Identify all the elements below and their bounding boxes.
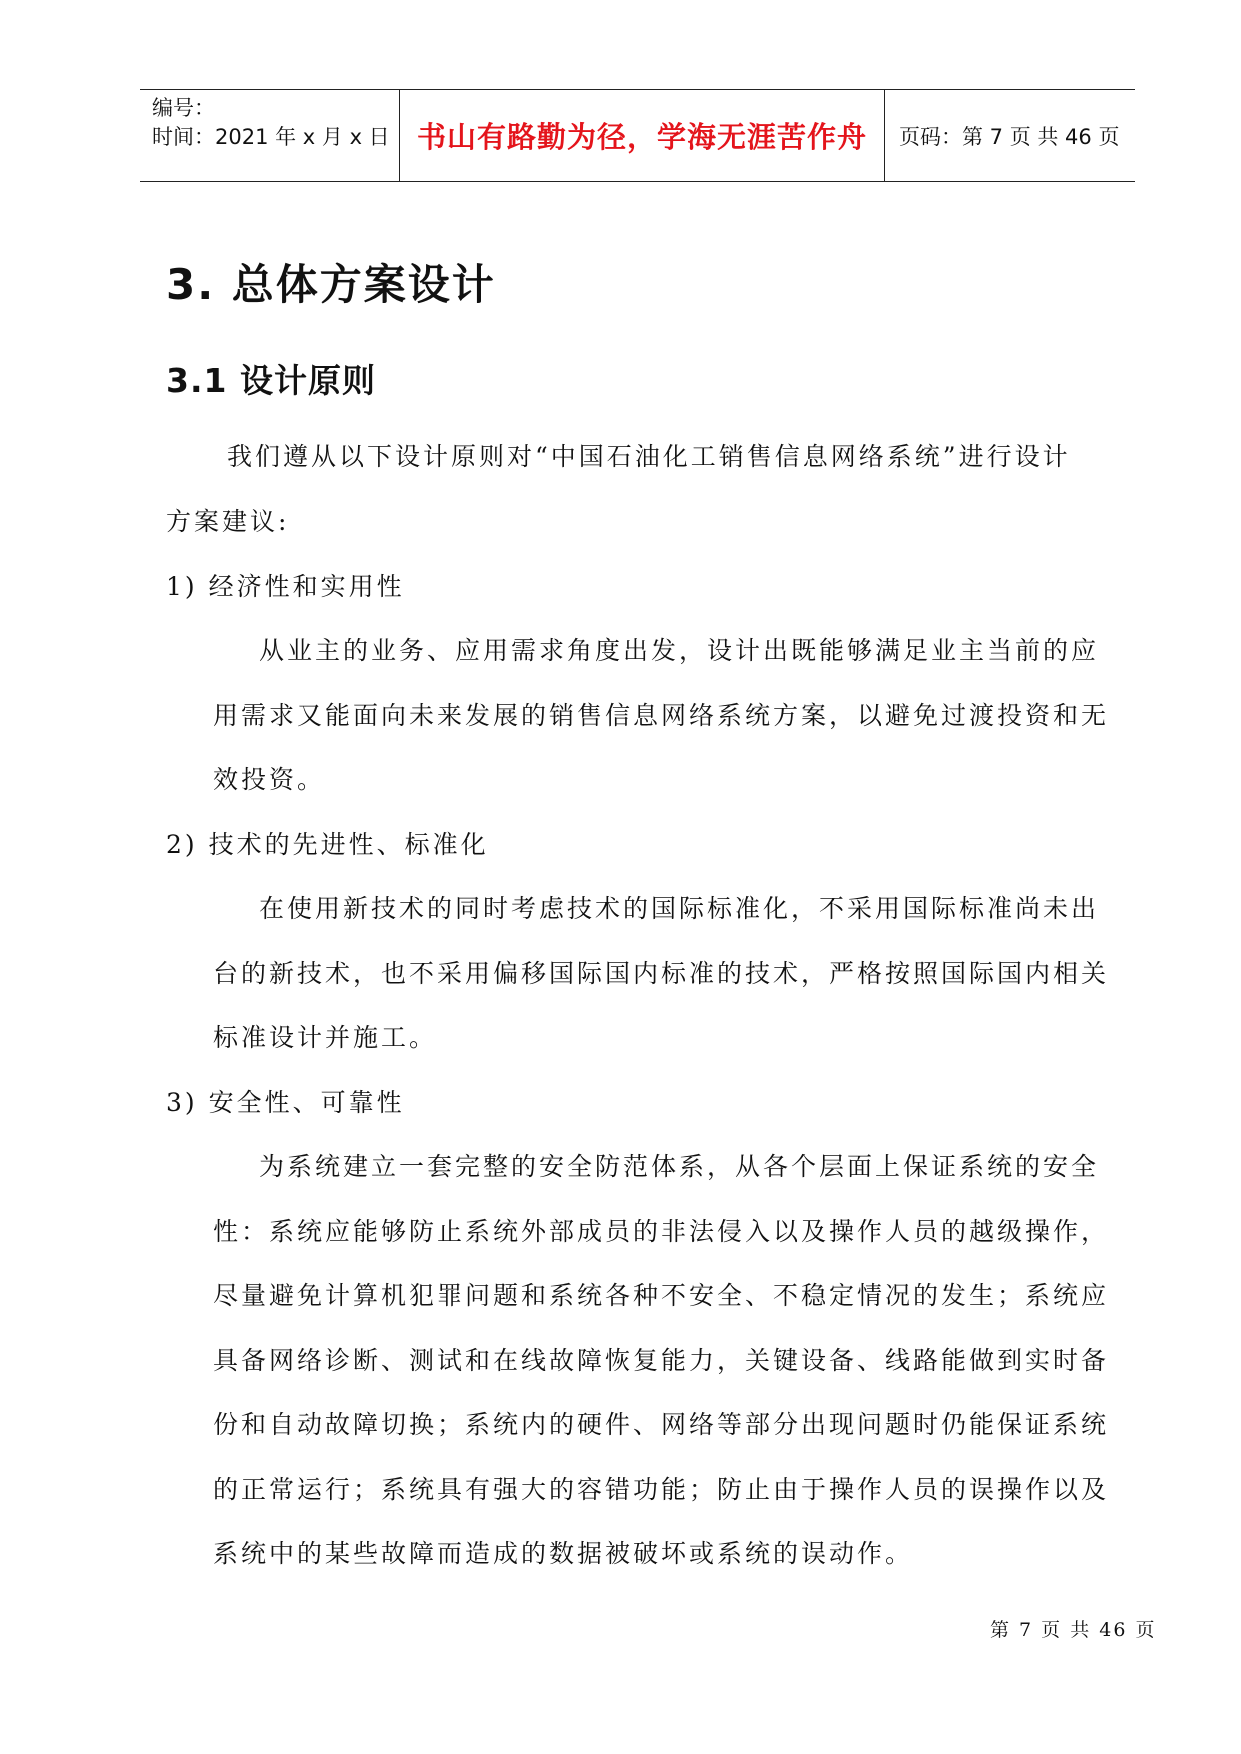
principle-text-line: 在使用新技术的同时考虑技术的国际标准化，不采用国际标准尚未出 [259,894,1100,923]
header-page-info: 页码：第 7 页 共 46 页 [899,124,1120,149]
serial-number-label: 编号： [152,96,215,120]
principle-text-line: 的正常运行；系统具有强大的容错功能；防止由于操作人员的误操作以及 [213,1475,1110,1504]
principle-text-line: 台的新技术，也不采用偏移国际国内标准的技术，严格按照国际国内相关 [213,959,1110,988]
principle-text-line: 从业主的业务、应用需求角度出发，设计出既能够满足业主当前的应 [259,636,1100,665]
intro-line: 我们遵从以下设计原则对“中国石油化工销售信息网络系统”进行设计 [227,442,1071,471]
principle-text-line: 系统中的某些故障而造成的数据被破坏或系统的误动作。 [213,1539,914,1568]
header-meta-cell [140,90,400,181]
page-header [140,89,1135,182]
principle-text-line: 为系统建立一套完整的安全防范体系，从各个层面上保证系统的安全 [259,1152,1100,1181]
principle-text-line: 尽量避免计算机犯罪问题和系统各种不安全、不稳定情况的发生；系统应 [213,1281,1110,1310]
principle-heading: 3) 安全性、可靠性 [166,1088,405,1117]
principle-heading: 1) 经济性和实用性 [166,572,405,601]
subsection-title: 3.1 设计原则 [166,361,376,400]
principle-text-line: 标准设计并施工。 [213,1023,438,1052]
principle-text-line: 效投资。 [213,765,326,794]
principle-text-line: 性：系统应能够防止系统外部成员的非法侵入以及操作人员的越级操作， [213,1217,1110,1246]
page-footer: 第 7 页 共 46 页 [990,1619,1157,1641]
date-label: 时间：2021 年 x 月 x 日 [152,125,390,149]
principle-heading: 2) 技术的先进性、标准化 [166,830,489,859]
principle-text-line: 份和自动故障切换；系统内的硬件、网络等部分出现问题时仍能保证系统 [213,1410,1110,1439]
principle-text-line: 用需求又能面向未来发展的销售信息网络系统方案，以避免过渡投资和无 [213,701,1110,730]
principle-text-line: 具备网络诊断、测试和在线故障恢复能力，关键设备、线路能做到实时备 [213,1346,1110,1375]
intro-line: 方案建议: [166,507,290,536]
section-title: 3. 总体方案设计 [166,260,496,309]
header-motto: 书山有路勤为径，学海无涯苦作舟 [400,90,885,181]
